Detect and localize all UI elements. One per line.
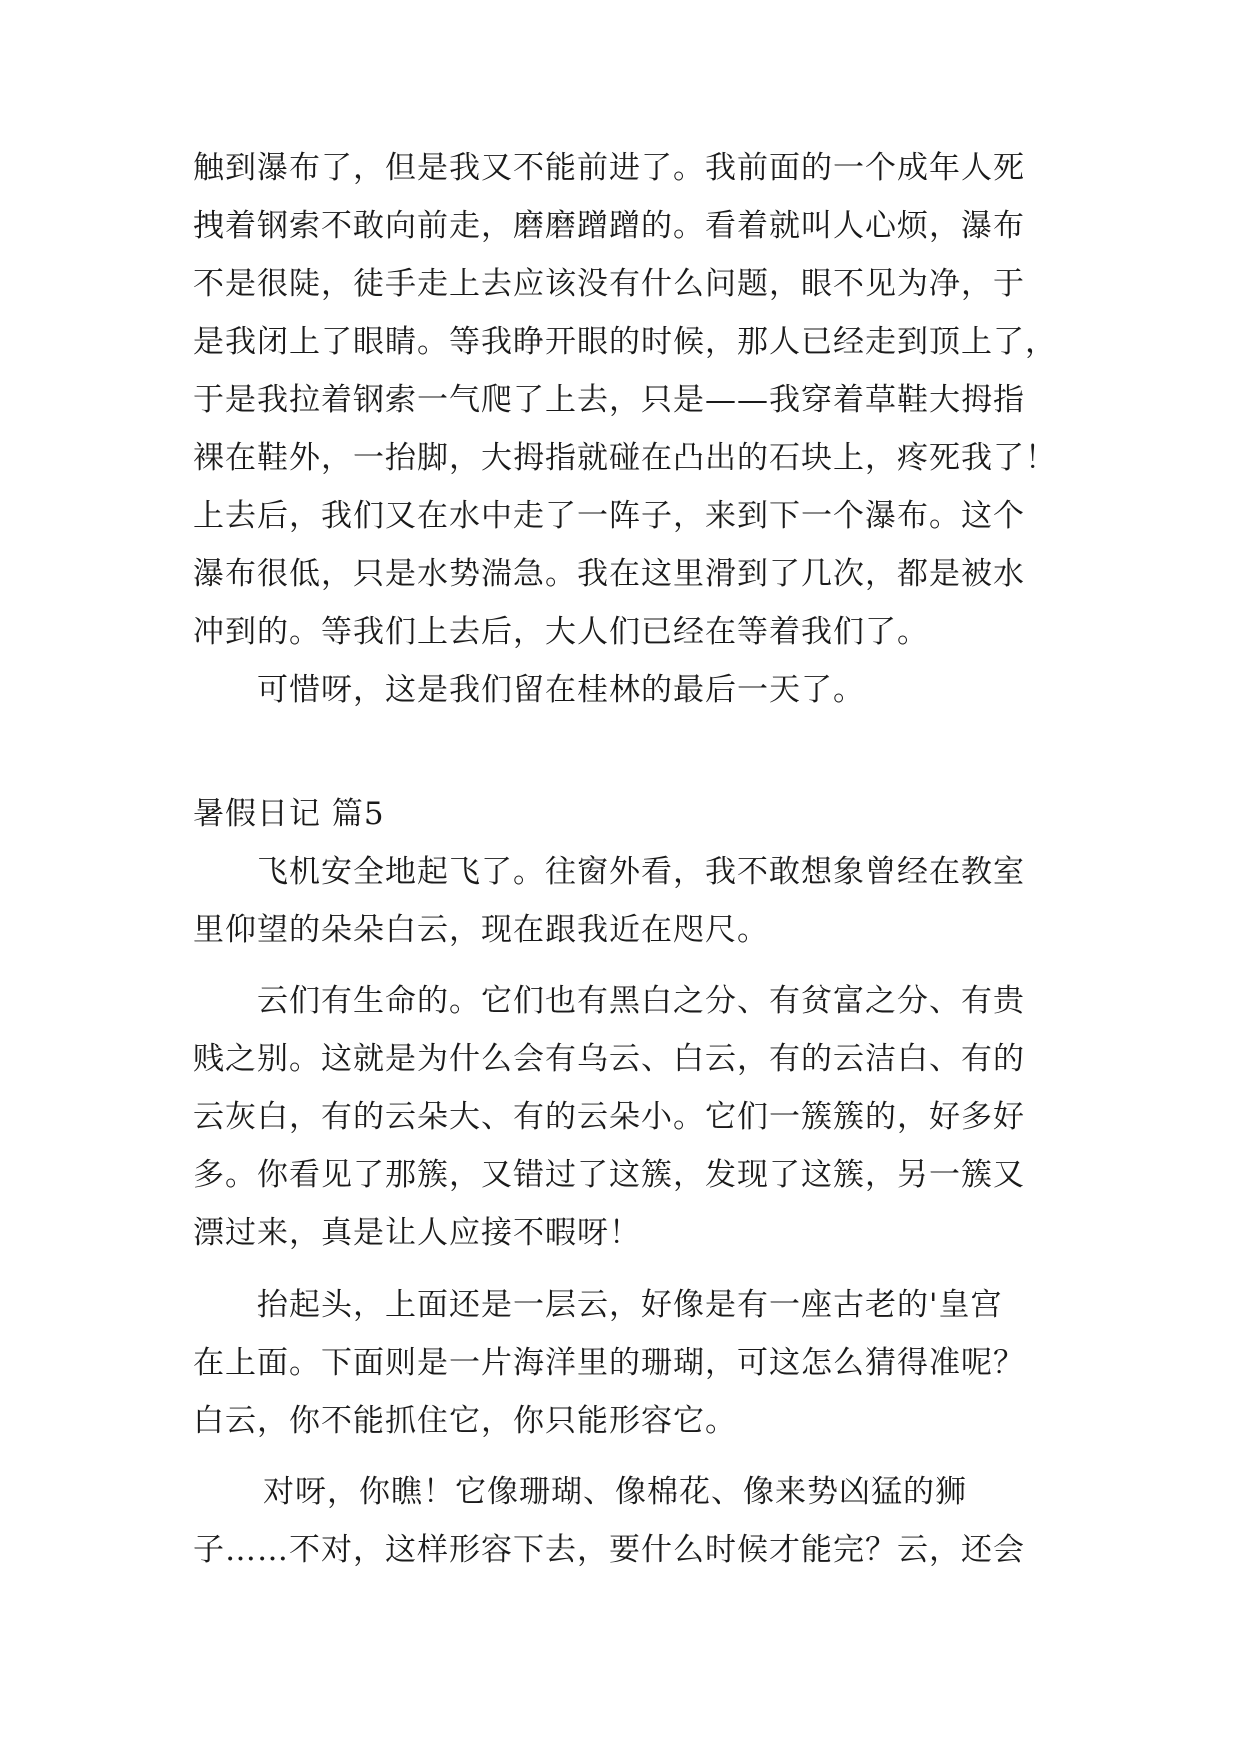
text-line: 是我闭上了眼睛。等我睁开眼的时候，那人已经走到顶上了， [193, 324, 1057, 360]
text-line: 贱之别。这就是为什么会有乌云、白云，有的云洁白、有的 [193, 1041, 1025, 1077]
text-line: 上去后，我们又在水中走了一阵子，来到下一个瀑布。这个 [193, 498, 1025, 534]
text-line: 漂过来，真是让人应接不暇呀！ [193, 1215, 641, 1251]
closing-line: 可惜呀，这是我们留在桂林的最后一天了。 [257, 672, 865, 708]
text-line: 云们有生命的。它们也有黑白之分、有贫富之分、有贵 [257, 983, 1025, 1019]
text-line: 裸在鞋外，一抬脚，大拇指就碰在凸出的石块上，疼死我了！ [193, 440, 1057, 476]
text-line: 里仰望的朵朵白云，现在跟我近在咫尺。 [193, 912, 769, 948]
text-line: 于是我拉着钢索一气爬了上去，只是——我穿着草鞋大拇指 [193, 382, 1025, 418]
text-line: 不是很陡，徒手走上去应该没有什么问题，眼不见为净，于 [193, 266, 1025, 302]
text-line: 拽着钢索不敢向前走，磨磨蹭蹭的。看着就叫人心烦，瀑布 [193, 208, 1025, 244]
text-line: 云灰白，有的云朵大、有的云朵小。它们一簇簇的，好多好 [193, 1099, 1025, 1135]
text-line: 对呀，你瞧！它像珊瑚、像棉花、像来势凶猛的狮 [263, 1474, 967, 1510]
text-line: 飞机安全地起飞了。往窗外看，我不敢想象曾经在教室 [257, 854, 1025, 890]
text-line: 子……不对，这样形容下去，要什么时候才能完？云，还会 [193, 1532, 1025, 1568]
text-line: 多。你看见了那簇，又错过了这簇，发现了这簇，另一簇又 [193, 1157, 1025, 1193]
text-line: 白云，你不能抓住它，你只能形容它。 [193, 1403, 737, 1439]
text-line: 在上面。下面则是一片海洋里的珊瑚，可这怎么猜得准呢？ [193, 1345, 1025, 1381]
text-line: 瀑布很低，只是水势湍急。我在这里滑到了几次，都是被水 [193, 556, 1025, 592]
section-title: 暑假日记 篇5 [193, 796, 385, 832]
text-line: 冲到的。等我们上去后，大人们已经在等着我们了。 [193, 614, 929, 650]
text-line: 触到瀑布了，但是我又不能前进了。我前面的一个成年人死 [193, 150, 1025, 186]
text-line: 抬起头，上面还是一层云，好像是有一座古老的'皇宫 [257, 1287, 1003, 1323]
